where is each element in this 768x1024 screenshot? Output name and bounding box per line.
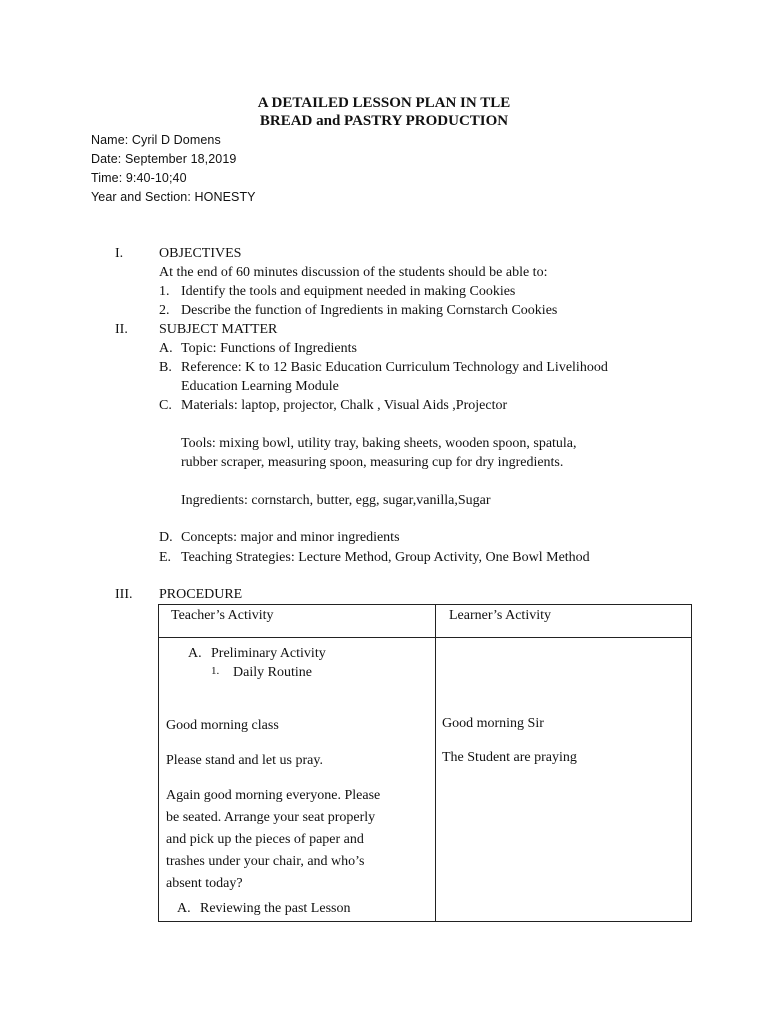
topic-letter: A. [159, 341, 173, 356]
learner-pray: The Student are praying [442, 750, 577, 765]
table-row [159, 638, 692, 922]
teacher-activity-header: Teacher’s Activity [171, 608, 274, 623]
lesson-date: Date: September 18,2019 [91, 152, 237, 166]
objective-item: Identify the tools and equipment needed in making Cookies [181, 284, 516, 299]
objective-number: 2. [159, 303, 170, 318]
teacher-paragraph-line: absent today? [166, 876, 243, 891]
table-header-row [159, 605, 692, 638]
teacher-paragraph-line: be seated. Arrange your seat properly [166, 810, 376, 825]
year-section: Year and Section: HONESTY [91, 190, 256, 204]
learner-activity-cell [436, 638, 692, 922]
strategies-text: Teaching Strategies: Lecture Method, Group Activity, One Bowl Method [181, 550, 590, 565]
subject-matter-heading: SUBJECT MATTER [159, 322, 278, 337]
learner-greeting: Good morning Sir [442, 716, 544, 731]
daily-routine: Daily Routine [233, 665, 312, 680]
reference-letter: B. [159, 360, 172, 375]
procedure-numeral: III. [115, 587, 133, 602]
reference-line2: Education Learning Module [181, 379, 339, 394]
ingredients-text: Ingredients: cornstarch, butter, egg, sugar,vanilla,Sugar [181, 493, 491, 508]
table-header-cell [436, 605, 692, 638]
lesson-time: Time: 9:40-10;40 [91, 171, 187, 185]
daily-routine-number: 1. [211, 665, 220, 677]
objectives-numeral: I. [115, 246, 124, 261]
review-letter: A. [177, 901, 191, 916]
teacher-name: Name: Cyril D Domens [91, 133, 221, 147]
procedure-table [158, 604, 692, 922]
table-header-cell [159, 605, 436, 638]
document-title-line1: A DETAILED LESSON PLAN IN TLE [257, 95, 511, 111]
objective-number: 1. [159, 284, 170, 299]
reference-line1: Reference: K to 12 Basic Education Curriculum Technology and Livelihood [181, 360, 608, 375]
review-past-lesson: Reviewing the past Lesson [200, 901, 351, 916]
concepts-text: Concepts: major and minor ingredients [181, 530, 400, 545]
topic-text: Topic: Functions of Ingredients [181, 341, 357, 356]
teacher-paragraph-line: trashes under your chair, and who’s [166, 854, 365, 869]
learner-activity-header: Learner’s Activity [449, 608, 551, 623]
teacher-greeting: Good morning class [166, 718, 279, 733]
strategies-letter: E. [159, 550, 172, 565]
teacher-activity-cell [159, 638, 436, 922]
tools-line1: Tools: mixing bowl, utility tray, baking sheets, wooden spoon, spatula, [181, 436, 577, 451]
document-title-line2: BREAD and PASTRY PRODUCTION [259, 113, 509, 129]
procedure-heading: PROCEDURE [159, 587, 243, 602]
subject-matter-numeral: II. [115, 322, 128, 337]
teacher-paragraph-line: Again good morning everyone. Please [166, 788, 381, 803]
materials-letter: C. [159, 398, 172, 413]
materials-text: Materials: laptop, projector, Chalk , Visual Aids ,Projector [181, 398, 508, 413]
teacher-pray: Please stand and let us pray. [166, 753, 323, 768]
objectives-intro: At the end of 60 minutes discussion of the students should be able to: [159, 265, 548, 280]
preliminary-activity: Preliminary Activity [211, 646, 326, 661]
concepts-letter: D. [159, 530, 173, 545]
objectives-heading: OBJECTIVES [159, 246, 242, 261]
teacher-paragraph-line: and pick up the pieces of paper and [166, 832, 364, 847]
objective-item: Describe the function of Ingredients in making Cornstarch Cookies [181, 303, 558, 318]
tools-line2: rubber scraper, measuring spoon, measuring cup for dry ingredients. [181, 455, 564, 470]
preliminary-letter: A. [188, 646, 202, 661]
